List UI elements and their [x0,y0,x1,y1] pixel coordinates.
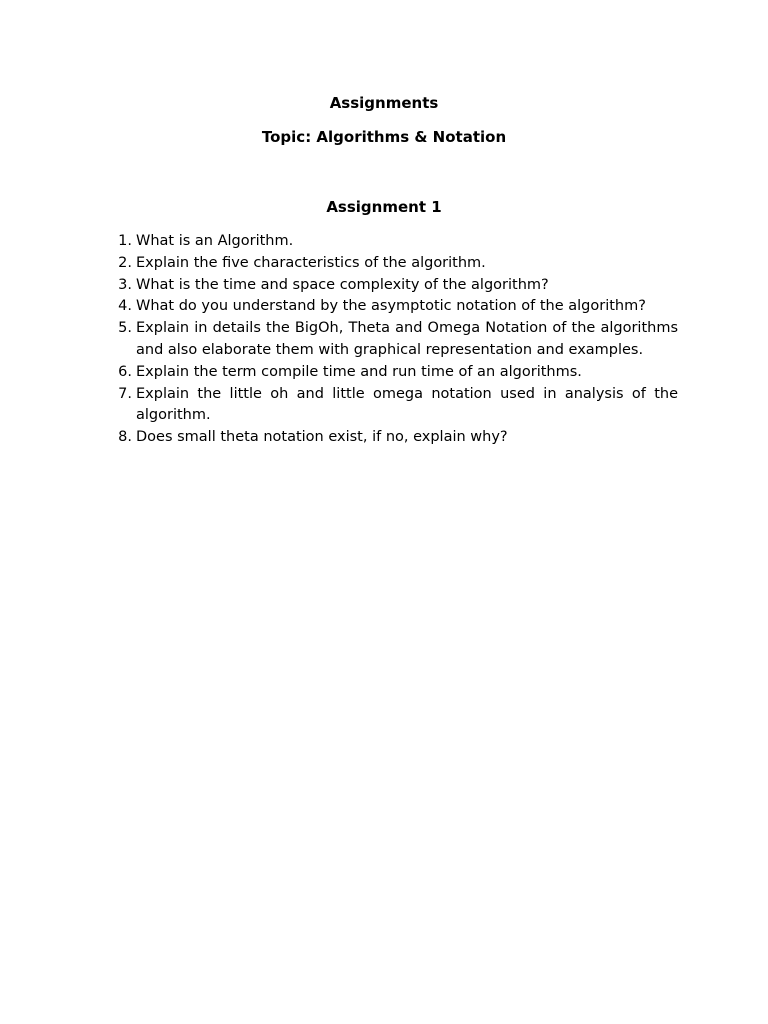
question-text: What is the time and space complexity of the algorithm? [136,276,549,293]
question-text: What do you understand by the asymptotic notation of the algorithm? [136,298,646,315]
question-text: Does small theta notation exist, if no, explain why? [136,429,508,446]
list-item [110,231,678,253]
question-number: 8. [118,429,132,446]
question-number: 5. [118,320,132,337]
question-number: 2. [118,254,132,271]
list-item [110,275,678,297]
question-text: Explain in details the BigOh, Theta and Omega Notation of the algorithms and also elaborate them with graphical representation and examples. [136,320,678,358]
question-number: 6. [118,363,132,380]
question-text: What is an Algorithm. [136,233,294,249]
document-title: Assignments [329,94,439,112]
question-number: 7. [118,385,132,402]
assignment-heading: Assignment 1 [326,198,442,216]
question-text: Explain the term compile time and run time of an algorithms. [136,363,582,380]
question-number: 1. [118,233,132,249]
list-item [110,296,678,318]
document-topic: Topic: Algorithms & Notation [261,128,507,146]
question-text: Explain the five characteristics of the algorithm. [136,254,486,271]
list-item [110,427,678,449]
question-list [110,231,678,449]
question-number: 3. [118,276,132,293]
list-item [110,253,678,275]
list-item [110,318,678,362]
question-text: Explain the little oh and little omega notation used in analysis of the algorithm. [136,385,678,424]
list-item [110,362,678,384]
question-number: 4. [118,298,132,315]
list-item [110,384,678,428]
